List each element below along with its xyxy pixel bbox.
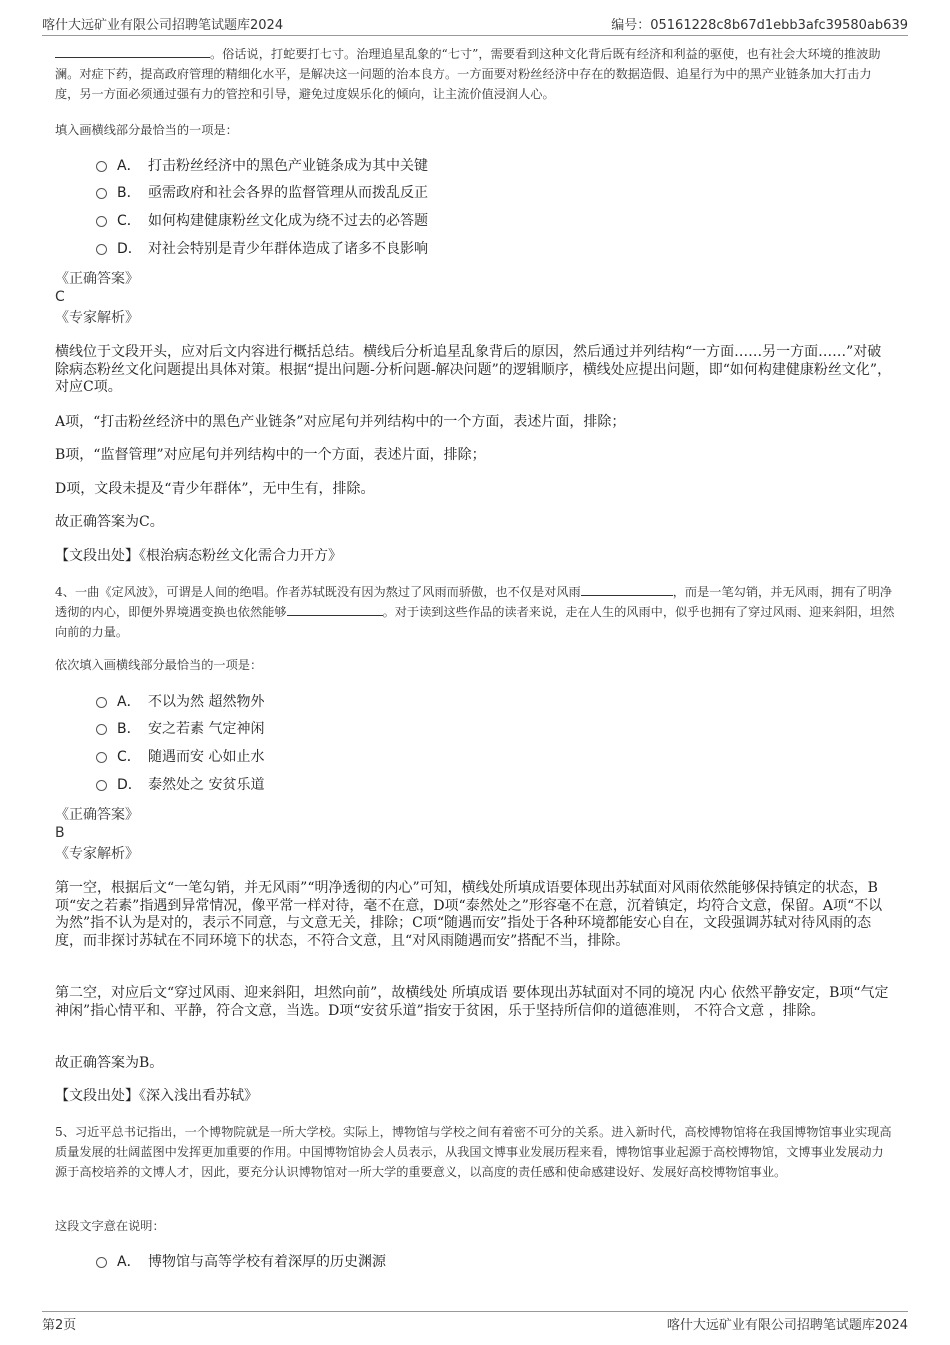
q3-answer: C <box>55 289 65 305</box>
q3-analysis-label: 《专家解析》 <box>55 310 139 326</box>
radio-icon[interactable] <box>96 752 107 763</box>
q3-source: 【文段出处】《根治病态粉丝文化需合力开方》 <box>55 548 342 564</box>
q5-prompt: 这段文字意在说明： <box>55 1219 165 1233</box>
q3-analysis-p3: B项，“监督管理”对应尾句并列结构中的一个方面，表述片面，排除； <box>55 447 486 463</box>
page-footer <box>42 1314 908 1334</box>
q4-blank-1[interactable] <box>581 583 673 596</box>
q4-analysis-p1: 第一空，根据后文“一笔勾销，并无风雨”“明净透彻的内心”可知，横线处所填成语要体现出苏轼面对风雨依然能够保持镇定的状态，B项“安之若素”指遇到异常情况，像平常一样对待，毫不在意，D项“泰然处之”形容毫不在意，沉着镇定，均符合文意，保留。A项“不以为然”指不认为是对的，表示不同意，与文意无关，排除；C项“随遇而安”指处于各种环境都能安心自在，文段强调苏轼对待风雨的态度，而非探讨苏轼在不同环境下的状态，不符合文意，且“对风雨随遇而安”搭配不当，排除。 <box>55 880 883 949</box>
q3-passage-text: 。俗话说，打蛇要打七寸。治理追星乱象的“七寸”，需要看到这种文化背后既有经济和利益的驱使，也有社会大环境的推波助澜。对症下药，提高政府管理的精细化水平，是解决这一问题的治本良方。一方面要对粉丝经济中存在的数据造假、追星行为中的黑产业链条加大打击力度，另一方面必须通过强有力的管控和引导，避免过度娱乐化的倾向，让主流价值浸润人心。 <box>55 47 881 101</box>
page-header <box>42 14 908 34</box>
q4-passage: 4、一曲《定风波》，可谓是人间的绝唱。作者苏轼既没有因为熬过了风雨而骄傲，也不仅是对风雨 ，而是一笔勾销，并无风雨，拥有了明净透彻的内心，即便外界境遇变换也依然能够 。对于读到这些作品的读者来说，走在人生的风雨中，似乎也拥有了穿过风雨、迎来斜阳，坦然向前的力量。 <box>55 585 895 639</box>
q5-passage: 5、习近平总书记指出，一个博物院就是一所大学校。实际上，博物馆与学校之间有着密不可分的关系。进入新时代，高校博物馆将在我国博物馆事业实现高质量发展的壮阔蓝图中发挥更加重要的作用。中国博物馆协会人员表示，从我国文博事业发展历程来看，博物馆事业起源于高校博物馆，文博事业发展动力源于高校培养的文博人才，因此，要充分认识博物馆对一所大学的重要意义，以高度的责任感和使命感建设好、发展好高校博物馆事业。 <box>55 1125 892 1179</box>
footer-title: 喀什大远矿业有限公司招聘笔试题库2024 <box>666 1318 908 1333</box>
radio-icon[interactable] <box>96 188 107 199</box>
radio-icon[interactable] <box>96 724 107 735</box>
q3-answer-label: 《正确答案》 <box>55 271 139 287</box>
q3-blank[interactable] <box>55 45 210 58</box>
q3-analysis-p5: 故正确答案为C。 <box>55 514 164 530</box>
q4-prompt: 依次填入画横线部分最恰当的一项是： <box>55 658 263 672</box>
q4-analysis-p3: 故正确答案为B。 <box>55 1055 164 1071</box>
q4-blank-2[interactable] <box>287 603 383 616</box>
header-title: 喀什大远矿业有限公司招聘笔试题库2024 <box>42 18 284 33</box>
radio-icon[interactable] <box>96 161 107 172</box>
radio-icon[interactable] <box>96 697 107 708</box>
header-divider <box>42 35 908 36</box>
q4-analysis-p2: 第二空，对应后文“穿过风雨、迎来斜阳，坦然向前”，故横线处 所填成语 要体现出苏轼面对不同的境况 内心 依然平静安定，B项“气定神闲”指心情平和、平静，符合文意，当选。D项“安贫乐道”指安于贫困，乐于坚持所信仰的道德准则， 不符合文意 ，排除。 <box>55 985 889 1019</box>
radio-icon[interactable] <box>96 780 107 791</box>
header-doc-code: 编号：05161228c8b67d1ebb3afc39580ab639 <box>611 18 908 33</box>
q4-answer-label: 《正确答案》 <box>55 807 139 823</box>
q3-prompt: 填入画横线部分最恰当的一项是： <box>55 123 238 137</box>
page-number: 第2页 <box>42 1318 77 1333</box>
q3-passage <box>55 44 895 104</box>
q4-answer: B <box>55 825 65 841</box>
footer-divider <box>42 1311 908 1312</box>
radio-icon[interactable] <box>96 244 107 255</box>
radio-icon[interactable] <box>96 1257 107 1268</box>
q3-analysis-p2: A项，“打击粉丝经济中的黑色产业链条”对应尾句并列结构中的一个方面，表述片面，排除； <box>55 414 626 430</box>
radio-icon[interactable] <box>96 216 107 227</box>
q3-analysis-p1: 横线位于文段开头，应对后文内容进行概括总结。横线后分析追星乱象背后的原因，然后通过并列结构“一方面……另一方面……”对破除病态粉丝文化问题提出具体对策。根据“提出问题-分析问题-解决问题”的逻辑顺序，横线处应提出问题，即“如何构建健康粉丝文化”，对应C项。 <box>55 344 892 395</box>
q3-analysis-p4: D项，文段未提及“青少年群体”，无中生有，排除。 <box>55 481 375 497</box>
q4-source: 【文段出处】《深入浅出看苏轼》 <box>55 1088 258 1104</box>
q4-analysis-label: 《专家解析》 <box>55 846 139 862</box>
